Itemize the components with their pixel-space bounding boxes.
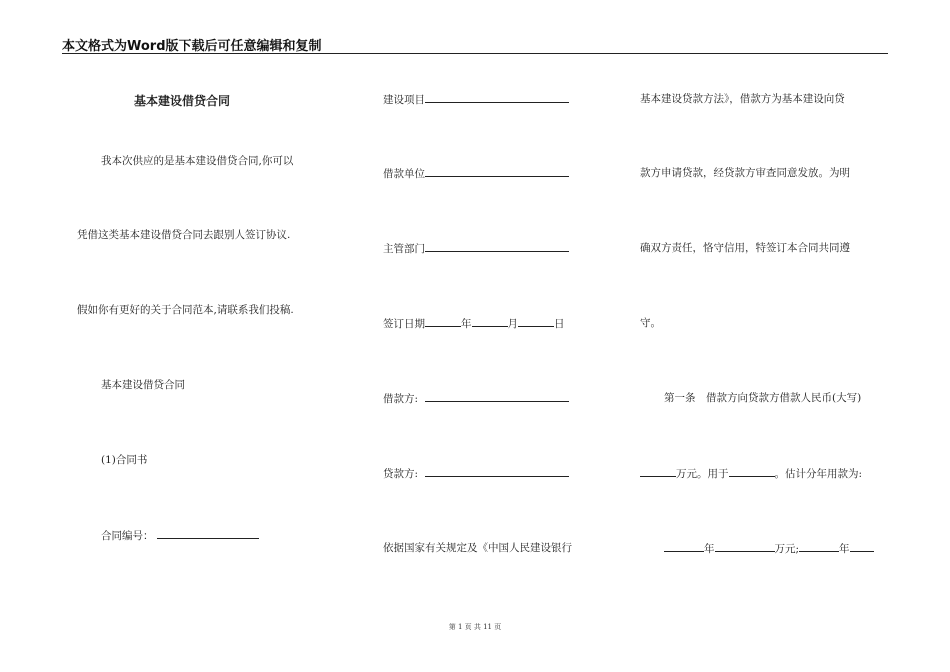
section-heading: (1)合同书 [101,454,148,466]
borrower-unit-label: 借款单位 [383,168,425,180]
dept-label: 主管部门 [383,243,425,255]
amount-row [640,466,862,481]
yearly-wan-label: 万元; [774,543,800,555]
header-title: 本文格式为Word版下载后可任意编辑和复制 [62,39,322,54]
purpose-blank[interactable] [729,466,775,477]
amount-blank[interactable] [640,466,676,477]
yearly-tail-blank[interactable] [850,541,874,552]
body-line-4: 守。 [640,317,661,329]
project-row [383,92,569,107]
intro-line-3: 假如你有更好的关于合同范本,请联系我们投稿. [77,304,294,316]
yearly-amount-blank[interactable] [715,541,775,552]
dept-row [383,241,569,256]
borrower-blank[interactable] [425,391,569,402]
lender-row [383,466,569,481]
sign-day-label: 日 [554,318,565,330]
sign-year-label: 年 [461,318,472,330]
borrower-unit-row [383,166,569,181]
sign-date-label: 签订日期 [383,318,425,330]
yearly-year1-blank[interactable] [664,541,704,552]
sign-year-blank[interactable] [425,316,461,327]
body-line-2: 款方申请贷款，经贷款方审查同意发放。为明 [640,167,850,179]
sign-month-blank[interactable] [472,316,508,327]
sign-date-row [383,316,565,331]
contract-number-row [101,528,259,543]
article-1: 第一条 借款方向贷款方借款人民币(大写) [664,392,862,404]
borrower-row [383,391,569,406]
project-label: 建设项目 [383,94,425,106]
intro-line-2: 凭借这类基本建设借贷合同去跟别人签订协议. [77,229,291,241]
page-footer: 第 1 页 共 11 页 [448,623,502,631]
basis-text: 依据国家有关规定及《中国人民建设银行 [383,542,572,554]
body-line-3: 确双方责任，恪守信用，特签订本合同共同遵 [640,242,850,254]
page-header [62,35,888,54]
estimate-label: 。估计分年用款为: [774,468,863,480]
document-title: 基本建设借贷合同 [134,94,231,108]
yearly-year2-label: 年 [839,543,850,555]
contract-number-blank[interactable] [157,528,259,539]
wan-yuan-label: 万元。用于 [676,468,729,480]
contract-number-label: 合同编号： [101,530,154,542]
sign-month-label: 月 [507,318,518,330]
project-blank[interactable] [425,92,569,103]
intro-line-1: 我本次供应的是基本建设借贷合同,你可以 [101,155,294,167]
dept-blank[interactable] [425,241,569,252]
lender-blank[interactable] [425,466,569,477]
yearly-row [664,541,874,556]
contract-subtitle: 基本建设借贷合同 [101,379,185,391]
borrower-label: 借款方: [383,393,419,405]
yearly-year2-blank[interactable] [799,541,839,552]
sign-day-blank[interactable] [518,316,554,327]
borrower-unit-blank[interactable] [425,166,569,177]
body-line-1: 基本建设贷款方法》，借款方为基本建设向贷 [640,93,845,105]
yearly-year1-label: 年 [704,543,715,555]
lender-label: 贷款方: [383,468,419,480]
